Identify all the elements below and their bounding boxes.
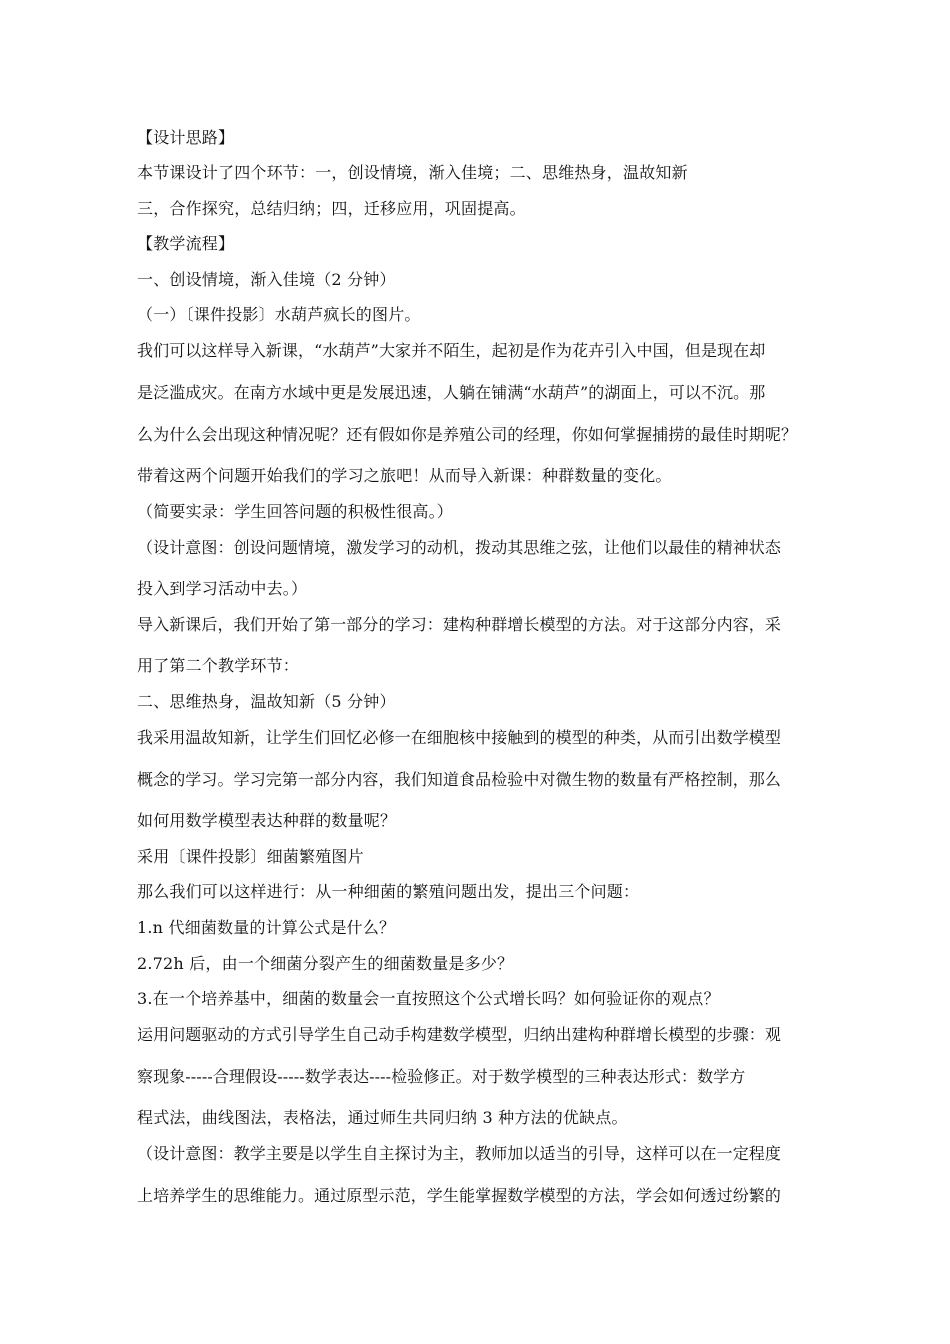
paragraph-line: 用了第二个教学环节： (137, 656, 300, 675)
section-heading-two: 二、思维热身，温故知新（5 分钟） (137, 692, 396, 711)
paragraph-line: 本节课设计了四个环节：一，创设情境，渐入佳境；二、思维热身，温故知新 (137, 163, 688, 182)
paragraph-line: 那么我们可以这样进行：从一种细菌的繁殖问题出发，提出三个问题： (137, 882, 640, 901)
paragraph-line: （简要实录：学生回答问题的积极性很高。） (137, 502, 454, 521)
section-heading-one: 一、创设情境，渐入佳境（2 分钟） (137, 270, 396, 289)
paragraph-line: 上培养学生的思维能力。通过原型示范，学生能掌握数学模型的方法，学会如何透过纷繁的 (137, 1186, 782, 1205)
question-line: 2.72h 后，由一个细菌分裂产生的细菌数量是多少？ (137, 954, 514, 973)
paragraph-line: 概念的学习。学习完第一部分内容，我们知道食品检验中对微生物的数量有严格控制，那么 (137, 770, 782, 789)
paragraph-line: 如何用数学模型表达种群的数量呢？ (137, 811, 397, 830)
paragraph-line: 是泛滥成灾。在南方水域中更是发展迅速，人躺在铺满“水葫芦”的湖面上，可以不沉。那 (137, 383, 766, 402)
paragraph-line: 程式法，曲线图法，表格法，通过师生共同归纳 3 种方法的优缺点。 (137, 1108, 628, 1127)
question-line: 1.n 代细菌数量的计算公式是什么？ (137, 918, 396, 937)
paragraph-line: 运用问题驱动的方式引导学生自己动手构建数学模型，归纳出建构种群增长模型的步骤：观 (137, 1025, 782, 1044)
paragraph-line: 采用〔课件投影〕细菌繁殖图片 (137, 847, 364, 866)
paragraph-line: 投入到学习活动中去。） (137, 579, 308, 598)
question-line: 3.在一个培养基中，细菌的数量会一直按照这个公式增长吗？如何验证你的观点？ (137, 989, 720, 1008)
paragraph-line: 带着这两个问题开始我们的学习之旅吧！从而导入新课：种群数量的变化。 (137, 466, 672, 485)
paragraph-line: （设计意图：教学主要是以学生自主探讨为主，教师加以适当的引导，这样可以在一定程度 (137, 1144, 782, 1163)
paragraph-line: 导入新课后，我们开始了第一部分的学习：建构种群增长模型的方法。对于这部分内容，采 (137, 615, 782, 634)
paragraph-line: 么为什么会出现这种情况呢？还有假如你是养殖公司的经理，你如何掌握捕捞的最佳时期呢？ (137, 425, 798, 444)
paragraph-line: （设计意图：创设问题情境，激发学习的动机，拨动其思维之弦，让他们以最佳的精神状态 (137, 538, 782, 557)
paragraph-line: 我采用温故知新，让学生们回忆必修一在细胞核中接触到的模型的种类，从而引出数学模型 (137, 728, 782, 747)
paragraph-line: 我们可以这样导入新课，“水葫芦”大家并不陌生，起初是作为花卉引入中国，但是现在却 (137, 341, 766, 360)
paragraph-line: 察现象-----合理假设-----数学表达----检验修正。对于数学模型的三种表达形式：数学方 (137, 1067, 746, 1086)
heading-design-idea: 【设计思路】 (137, 128, 235, 147)
paragraph-line: （一）〔课件投影〕水葫芦疯长的图片。 (137, 305, 421, 324)
paragraph-line: 三，合作探究，总结归纳；四，迁移应用，巩固提高。 (137, 199, 526, 218)
heading-teaching-process: 【教学流程】 (137, 234, 235, 253)
